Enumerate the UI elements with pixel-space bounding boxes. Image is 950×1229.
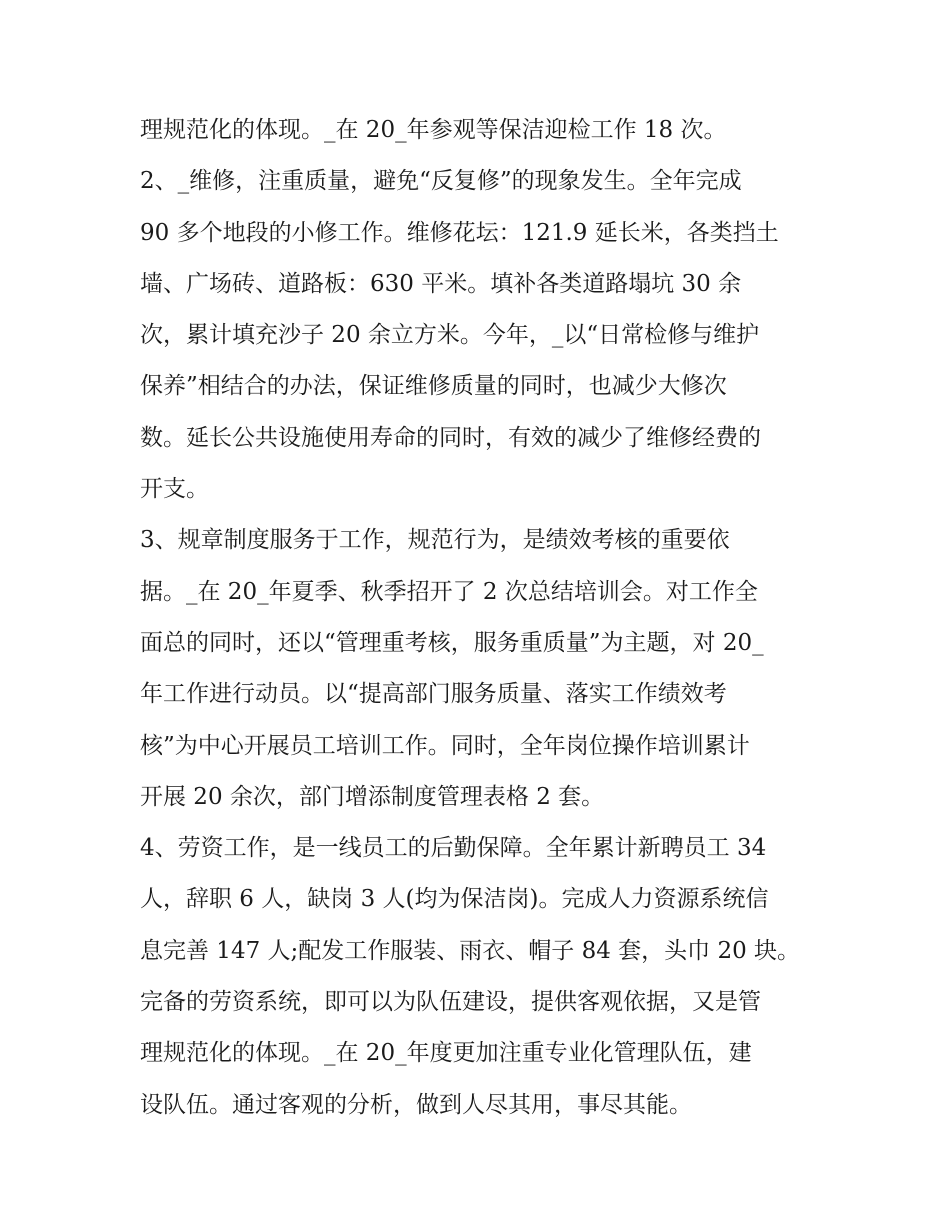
- text-line: 息完善 147 人;配发工作服装、雨衣、帽子 84 套，头巾 20 块。: [140, 937, 801, 964]
- text-line: 理规范化的体现。_在 20_年度更加注重专业化管理队伍，建: [140, 1040, 752, 1067]
- text-line: 3、规章制度服务于工作，规范行为，是绩效考核的重要依: [140, 527, 730, 554]
- text-line: 开支。: [140, 476, 209, 503]
- text-line: 年工作进行动员。以“提高部门服务质量、落实工作绩效考: [140, 681, 727, 708]
- text-line: 4、劳资工作，是一线员工的后勤保障。全年累计新聘员工 34: [140, 835, 767, 862]
- text-line: 核”为中心开展员工培训工作。同时，全年岗位操作培训累计: [140, 732, 750, 759]
- text-line: 据。_在 20_年夏季、秋季招开了 2 次总结培训会。对工作全: [140, 578, 758, 605]
- document-body: [140, 112, 820, 1138]
- text-line: 次，累计填充沙子 20 余立方米。今年，_以“日常检修与维护: [140, 322, 760, 349]
- text-line: 完备的劳资系统，即可以为队伍建设，提供客观依据，又是管: [140, 989, 761, 1016]
- text-line: 面总的同时，还以“管理重考核，服务重质量”为主题，对 20_: [140, 629, 764, 656]
- text-line: 人，辞职 6 人，缺岗 3 人(均为保洁岗)。完成人力资源系统信: [140, 886, 769, 913]
- text-line: 数。延长公共设施使用寿命的同时，有效的减少了维修经费的: [140, 424, 761, 451]
- text-line: 设队伍。通过客观的分析，做到人尽其用，事尽其能。: [140, 1091, 692, 1118]
- text-line: 保养”相结合的办法，保证维修质量的同时，也减少大修次: [140, 373, 727, 400]
- text-line: 2、_维修，注重质量，避免“反复修”的现象发生。全年完成: [140, 168, 742, 195]
- text-line: 理规范化的体现。_在 20_年参观等保洁迎检工作 18 次。: [140, 117, 727, 143]
- text-line: 90 多个地段的小修工作。维修花坛：121.9 延长米，各类挡土: [140, 219, 779, 246]
- text-line: 墙、广场砖、道路板：630 平米。填补各类道路塌坑 30 余: [140, 270, 742, 297]
- text-line: 开展 20 余次，部门增添制度管理表格 2 套。: [140, 783, 605, 810]
